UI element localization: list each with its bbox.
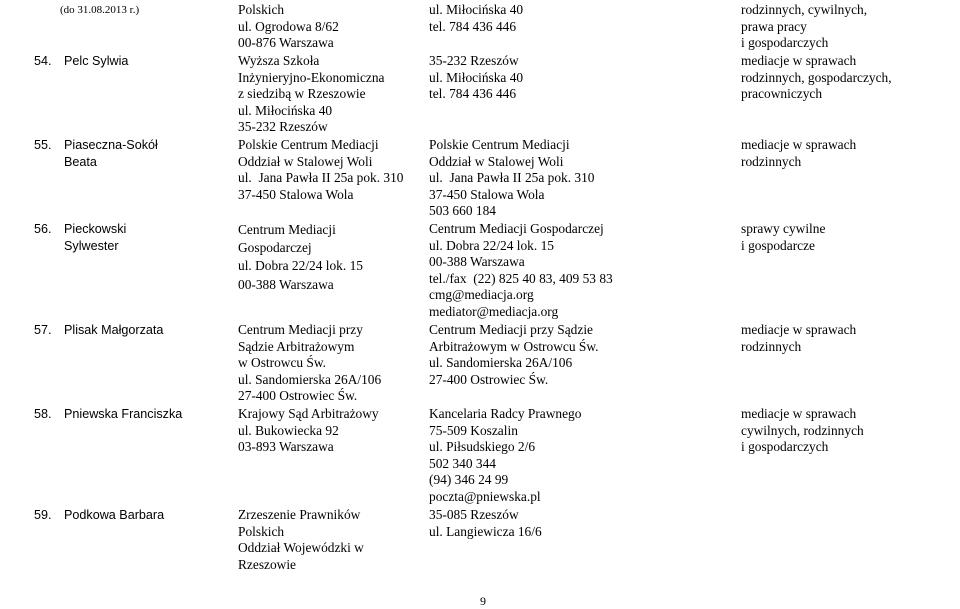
- row-59-name: Podkowa Barbara: [64, 508, 165, 522]
- row-59-contact: 35-085 Rzeszów ul. Langiewicza 16/6: [429, 507, 542, 539]
- row-57-num: 57.: [34, 323, 52, 337]
- row-55-contact: Polskie Centrum Mediacji Oddział w Stalowej Woli ul. Jana Pawła II 25a pok. 310 37-450 Stalowa Wola 503 660 184: [429, 137, 595, 219]
- row-54-num: 54.: [34, 54, 52, 68]
- row-59-num: 59.: [34, 508, 52, 522]
- row-0-areas: rodzinnych, cywilnych, prawa pracy i gospodarczych: [741, 2, 868, 51]
- row-55-org: Polskie Centrum Mediacji Oddział w Stalowej Woli ul. Jana Pawła II 25a pok. 310 37-450 Stalowa Wola: [238, 137, 404, 202]
- row-57-areas: mediacje w sprawach rodzinnych: [741, 322, 857, 354]
- row-56-num: 56.: [34, 222, 52, 236]
- row-54-name: Pelc Sylwia: [64, 54, 129, 68]
- row-54-areas: mediacje w sprawach rodzinnych, gospodarczych, pracowniczych: [741, 53, 892, 102]
- row-56-name: Pieckowski Sylwester: [64, 222, 127, 253]
- row-55-areas: mediacje w sprawach rodzinnych: [741, 137, 857, 169]
- row-55-name: Piaseczna-Sokół Beata: [64, 138, 158, 169]
- row-54-org: Wyższa Szkoła Inżynieryjno-Ekonomiczna z siedzibą w Rzeszowie ul. Miłocińska 40 35-232 Rzeszów: [238, 53, 385, 135]
- header-note: (do 31.08.2013 r.): [60, 4, 140, 16]
- row-58-name: Pniewska Franciszka: [64, 407, 183, 421]
- row-58-num: 58.: [34, 407, 52, 421]
- row-59-org: Zrzeszenie Prawników Polskich Oddział Wojewódzki w Rzeszowie: [238, 507, 364, 572]
- row-56-areas: sprawy cywilne i gospodarcze: [741, 221, 826, 253]
- row-55-num: 55.: [34, 138, 52, 152]
- row-58-org: Krajowy Sąd Arbitrażowy ul. Bukowiecka 92 03-893 Warszawa: [238, 406, 379, 455]
- row-56-org: Centrum Mediacji Gospodarczej ul. Dobra 22/24 lok. 15 00-388 Warszawa: [238, 222, 363, 292]
- row-0-contact: ul. Miłocińska 40 tel. 784 436 446: [429, 2, 524, 34]
- row-0-org: Polskich ul. Ogrodowa 8/62 00-876 Warszawa: [238, 2, 339, 51]
- page-number: 9: [480, 594, 486, 608]
- row-57-org: Centrum Mediacji przy Sądzie Arbitrażowym w Ostrowcu Św. ul. Sandomierska 26A/106 27-400 Ostrowiec Św.: [238, 322, 382, 404]
- row-56-contact: Centrum Mediacji Gospodarczej ul. Dobra 22/24 lok. 15 00-388 Warszawa tel./fax (22) 825 40 83, 409 53 83 cmg@mediacja.org mediator@mediacja.org: [429, 221, 613, 319]
- row-57-name: Plisak Małgorzata: [64, 323, 164, 337]
- row-54-contact: 35-232 Rzeszów ul. Miłocińska 40 tel. 784 436 446: [429, 53, 524, 102]
- row-57-contact: Centrum Mediacji przy Sądzie Arbitrażowym w Ostrowcu Św. ul. Sandomierska 26A/106 27-400 Ostrowiec Św.: [429, 322, 599, 387]
- row-58-contact: Kancelaria Radcy Prawnego 75-509 Koszalin ul. Piłsudskiego 2/6 502 340 344 (94) 346 24 99 poczta@pniewska.pl: [429, 406, 582, 504]
- row-58-areas: mediacje w sprawach cywilnych, rodzinnych i gospodarczych: [741, 406, 864, 455]
